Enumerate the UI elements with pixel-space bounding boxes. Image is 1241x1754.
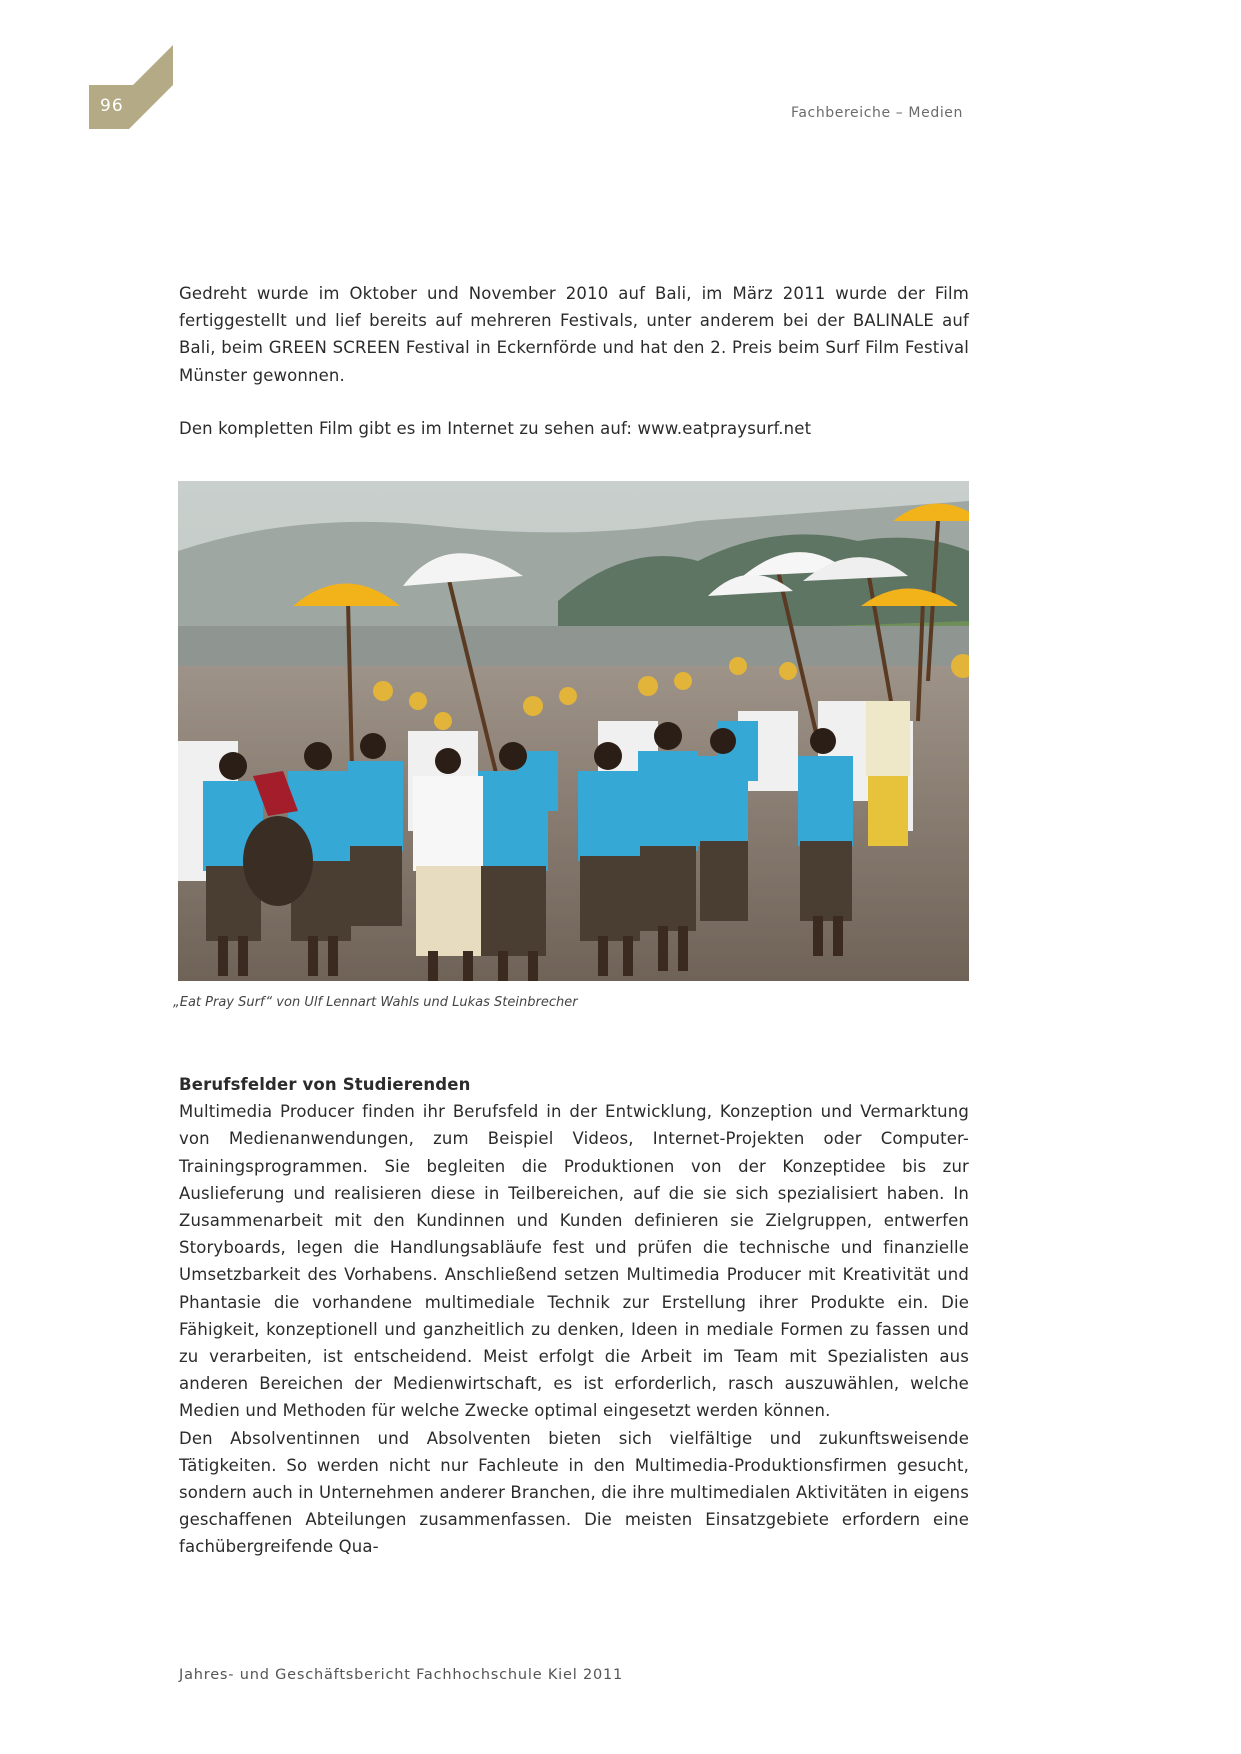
intro-text-1: Gedreht wurde im Oktober und November 2010 auf Bali, im März 2011 wurde der Film fertiggestellt und lief bereits auf mehreren Festivals, unter anderem bei der BALINALE auf Bali, beim GREEN SCREEN Festival in Eckernförde und hat den 2. Preis beim Surf Film Festival Münster gewonnen. xyxy=(179,284,969,385)
ceremony-photo xyxy=(178,481,969,981)
career-section xyxy=(179,1071,969,1561)
intro-paragraph-1 xyxy=(179,280,969,389)
intro-text-2: Den kompletten Film gibt es im Internet zu sehen auf: www.eatpraysurf.net xyxy=(179,419,812,438)
section-title: Fachbereiche – Medien xyxy=(790,105,963,121)
photo-caption: „Eat Pray Surf“ von Ulf Lennart Wahls und Lukas Steinbrecher xyxy=(173,995,578,1010)
ceremony-photo-image xyxy=(178,481,969,981)
section-paragraph-1: Multimedia Producer finden ihr Berufsfeld in der Entwicklung, Konzeption und Vermarktung von Medienanwendungen, zum Beispiel Videos, Internet-Projekten oder Computer-Trainingsprogrammen. Sie begleiten die Produktionen von der Konzeptidee bis zur Auslieferung und realisieren diese in Teilbereichen, auf die sie sich spezialisiert haben. In Zusammenarbeit mit den Kundinnen und Kunden definieren sie Zielgruppen, entwerfen Storyboards, legen die Handlungsabläufe fest und prüfen die technische und finanzielle Umsetzbarkeit des Vorhabens. Anschließend setzen Multimedia Producer mit Kreativität und Phantasie die vorhandene multimediale Technik zur Erstellung ihrer Produkte ein. Die Fähigkeit, konzeptionell und ganzheitlich zu denken, Ideen in mediale Formen zu fassen und zu verarbeiten, ist entscheidend. Meist erfolgt die Arbeit im Team mit Spezialisten aus anderen Bereichen der Medienwirtschaft, es ist erforderlich, rasch auszuwählen, welche Medien und Methoden für welche Zwecke optimal eingesetzt werden können. xyxy=(179,1102,969,1421)
page-number-badge xyxy=(89,45,173,129)
footer-text: Jahres- und Geschäftsbericht Fachhochschule Kiel 2011 xyxy=(179,1667,624,1683)
section-paragraph-2: Den Absolventinnen und Absolventen bieten sich vielfältige und zukunftsweisende Tätigkeiten. So werden nicht nur Fachleute in den Multimedia-Produktionsfirmen gesucht, sondern auch in Unternehmen anderer Branchen, die ihre multimedialen Aktivitäten in eigens geschaffenen Abteilungen zusammenfassen. Die meisten Einsatzgebiete erfordern eine fachübergreifende Qua- xyxy=(179,1428,969,1557)
section-heading: Berufsfelder von Studierenden xyxy=(179,1075,471,1094)
page-number: 96 xyxy=(100,96,124,116)
intro-paragraph-2 xyxy=(179,415,969,442)
